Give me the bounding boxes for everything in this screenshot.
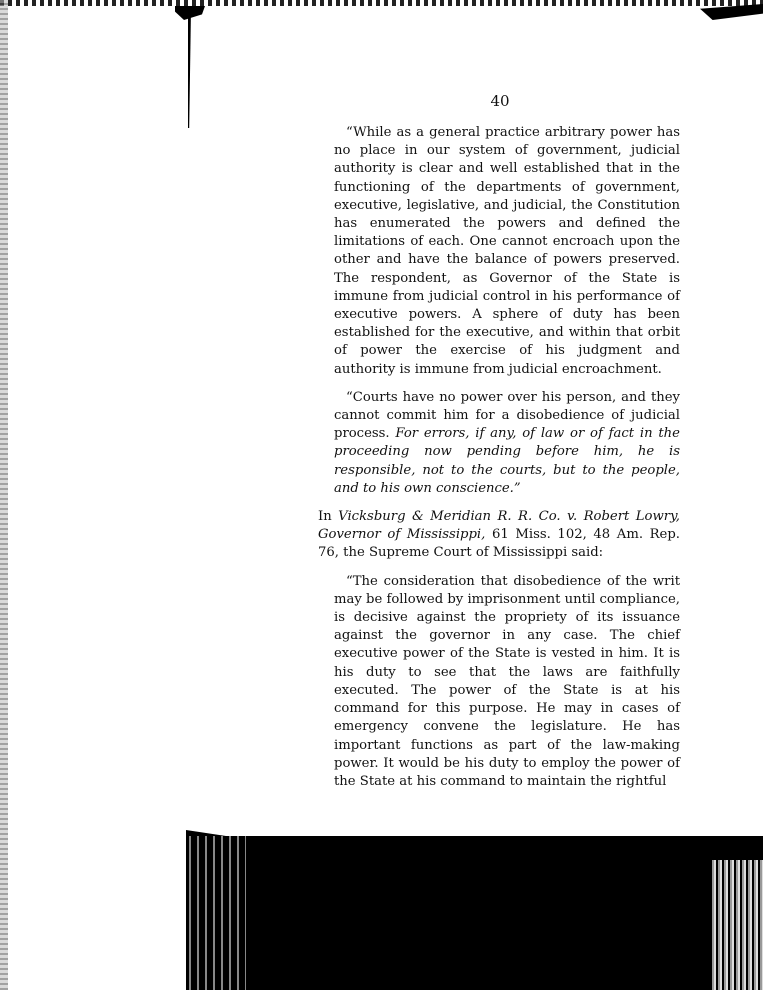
quote-paragraph-3: “The consideration that disobedience of the writ may be followed by imprisonment until compliance, is decisive against the propriety of its issuance against the governor in any case. The chief executive power of the State is vested in him. It is his duty to see that the laws are faithfully executed. The power of the State is at his command for this purpose. He may in cases of emergency convene the legislature. He has important functions as part of the law-making power. It would be his duty to employ the power of the State at his command to maintain the rightful — [334, 573, 680, 789]
citation-paragraph — [318, 508, 680, 563]
quote-paragraph-1: “While as a general practice arbitrary power has no place in our system of government, judicial authority is clear and well established that in the functioning of the departments of government, executive, legislative, and judicial, the Constitution has enumerated the powers and defined the limitations of each. One cannot encroach upon the other and have the balance of powers preserved. The respondent, as Governor of the State is immune from judicial control in his performance of executive powers. A sphere of duty has been established for the executive, and within that orbit of power the exercise of his judgment and authority is immune from judicial encroachment. — [334, 125, 680, 377]
citation-rest: 61 Miss. 102, 48 Am. Rep. 76, the Supreme Court of Mississippi said: — [318, 527, 680, 561]
page-body — [318, 124, 680, 801]
quote-paragraph-2 — [318, 389, 680, 498]
scan-left-tick — [188, 8, 191, 128]
scan-bottom-dark-region — [186, 836, 763, 990]
citation-lead: In — [318, 509, 332, 525]
scan-top-right-blot — [700, 4, 763, 20]
scan-bottom-noise-left — [186, 836, 246, 990]
quote-paragraph-2-italic: For errors, if any, of law or of fact in the proceeding now pending before him, he is responsible, not to the courts, but to the people, and to his own conscience.” — [334, 426, 680, 496]
scan-bottom-noise-right — [710, 860, 763, 990]
scan-left-edge — [0, 0, 8, 990]
citation-case-name: Vicksburg & Meridian R. R. Co. v. Robert Lowry, Governor of Mississippi, — [318, 509, 680, 543]
quote-paragraph-2-text: “Courts have no power over his person, and they cannot commit him for a disobedience of judicial process. — [334, 389, 680, 442]
page-number: 40 — [490, 92, 510, 110]
scan-top-border — [0, 0, 763, 6]
